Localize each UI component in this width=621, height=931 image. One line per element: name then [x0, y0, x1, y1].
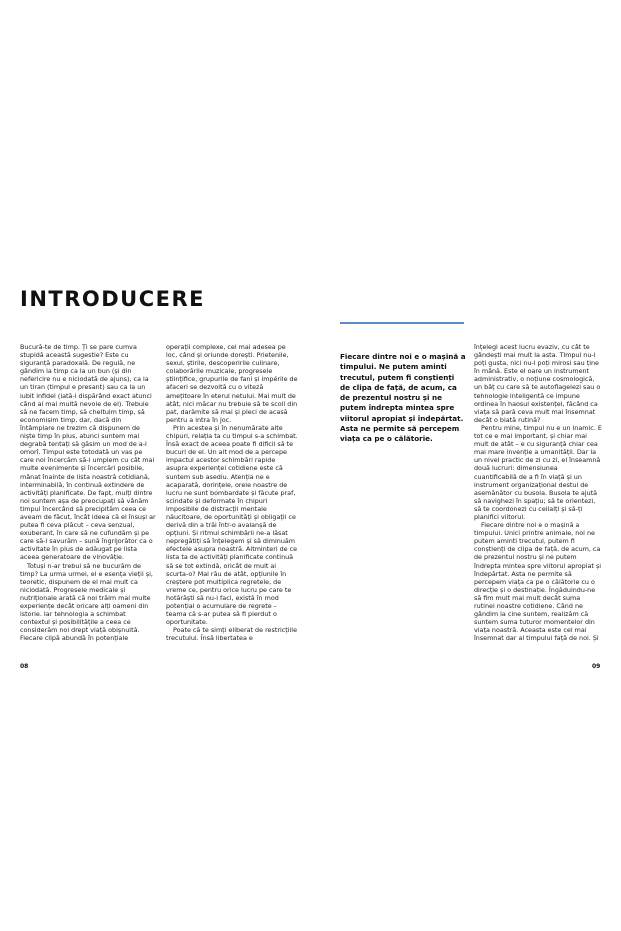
paragraph: Bucură-te de timp. Ți se pare cumva stupidă această sugestie? Este cu siguranță paradoxală. De regulă, ne gândim la timp ca la un bun (și din nefericire nu e niciodată de ajuns), ca la un tiran (timpul e presant) sau ca la un iubit infidel (iată-l dispărând exact atunci când ai mai multă nevoie de el). Trebuie să ne facem timp, să cheltuim timp, să economisim timp, dar, dacă din întâmplare ne trezim că dispunem de niște timp în plus, atunci suntem mai degrabă tentați să găsim un mod de a-l omorî. Timpul este totodată un vas pe care noi încercăm să-l umplem cu cât mai multe evenimente și încercări posibile, mânat înainte de lista noastră cotidiană, interminabilă, în continuă extindere de activități planificate. De fapt, mulți dintre noi suntem așa de preocupați să vânăm timpul încercând să precipităm ceea ce aveam de făcut, încât ideea că el însuși ar putea fi ceva plăcut – ceva senzual, exuberant, în care să ne cufundăm și pe care să-l savurăm – sună îngrijorător ca o activitate în plus de adăugat pe lista aceea generatoare de vinovăție.: [20, 343, 156, 562]
chapter-title: INTRODUCERE: [20, 287, 205, 311]
text-column-right: [474, 343, 602, 643]
paragraph: Prin acestea și în nenumărate alte chipuri, relația ta cu timpul s-a schimbat. Însă exact de aceea poate fi dificil să te bucuri de el. Un alt mod de a percepe impactul acestor schimbări rapide asupra experienței cotidiene este că suntem sub asediu. Atenția ne e acaparată, dorințele, orele noastre de lucru ne sunt bombardate și făcute praf, scindate și deformate în chipuri imposibile de distracții mentale năucitoare, de oportunități și obligații ce derivă din a trăi într-o avalanșă de opțiuni. Și ritmul schimbării ne-a lăsat nepregătiți să înțelegem și să diminuăm efectele asupra noastră. Altminteri de ce lista ta de activități planificate continuă să se tot extindă, oricât de mult ai scurta-o? Mai rău de atât, opțiunile în creștere pot multiplica regretele, de vreme ce, pentru orice lucru pe care te hotărăști să nu-l faci, există în mod potențial o acumulare de regrete – teama că s-ar putea să fi pierdut o oportunitate.: [166, 423, 298, 627]
page-number-right: 09: [592, 663, 601, 670]
pull-quote-rule: [340, 322, 464, 324]
paragraph: Poate că te simți eliberat de restricțiile trecutului. Însă libertatea e: [166, 626, 297, 643]
text-column-left-2: [166, 343, 298, 643]
paragraph: Fiecare dintre noi e o mașină a timpului. Unici printre animale, noi ne putem aminti trecutul, putem fi conștienți de clipa de față, de acum, ca de prezentul nostru și ne putem îndrepta mintea spre viitorul apropiat și îndepărtat. Asta ne permite să percepem viața ca pe o călătorie cu o direcție și o destinație. Îngăduindu-ne să fim mult mai mult decât suma rutinei noastre cotidiene. Când ne gândim la cine suntem, realizăm că suntem suma tuturor momentelor din viața noastră. Aceasta este cel mai însemnat dar al timpului față de noi. Și: [474, 521, 602, 643]
text-column-left-1: [20, 343, 156, 643]
paragraph: Totuși n-ar trebui să ne bucurăm de timp? La urma urmei, el e esența vieții și, teoretic, dispunem de el mai mult ca niciodată. Progresele medicale și nutriționale arată că noi trăim mai multe experiențe decât oricare alți oameni din istorie. Iar tehnologia a schimbat contextul și posibilitățile a ceea ce considerăm noi drept viață obișnuită. Fiecare clipă abundă în potențiale: [20, 561, 153, 643]
paragraph: operații complexe, cel mai adesea pe loc, când și oriunde dorești. Prietenile, sexul, știrile, descoperirile culinare, colaborările muzicale, progresele științifice, grupurile de fani și impérile de afaceri se dezvoltă cu o viteză amețitoare în eterul netului. Mai mult de atât, nici măcar nu trebuie să te scoli din pat, darămite să mai și pleci de acasă pentru a intra în joc.: [166, 343, 298, 424]
page-number-left: 08: [20, 663, 29, 670]
pull-quote: Fiecare dintre noi e o mașină a timpului. Ne putem aminti trecutul, putem fi conștienți de clipa de față, de acum, ca de prezentul nostru și ne putem îndrepta mintea spre viitorul apropiat și îndepărtat. Asta ne permite să percepem viața ca pe o călătorie.: [340, 352, 466, 444]
paragraph: Pentru mine, timpul nu e un inamic. E tot ce e mai important, și chiar mai mult de atât – e cu siguranță chiar cea mai mare invenție a umanității. Dar la un nivel practic de zi cu zi, el înseamnă două lucruri: dimensiunea cuantificabilă de a fi în viață și un instrument organizațional destul de asemănător cu busola. Busola te ajută să navighezi în spațiu; să te orientezi, să te coordonezi cu ceilalți și să-ți planifici viitorul.: [474, 423, 602, 521]
paragraph: înțelegi acest lucru evaziv, cu cât te gândești mai mult la asta. Timpul nu-l poți gusta, nici nu-l poți mirosi sau ține în mână. Este el oare un instrument administrativ, o noțiune cosmologică, un bâț cu care să te autoflagelezi sau o tehnologie inteligentă ce impune ordinea în haosul existenței, făcând ca viața să pară ceva mult mai însemnat decât o biată rutină?: [474, 343, 601, 424]
